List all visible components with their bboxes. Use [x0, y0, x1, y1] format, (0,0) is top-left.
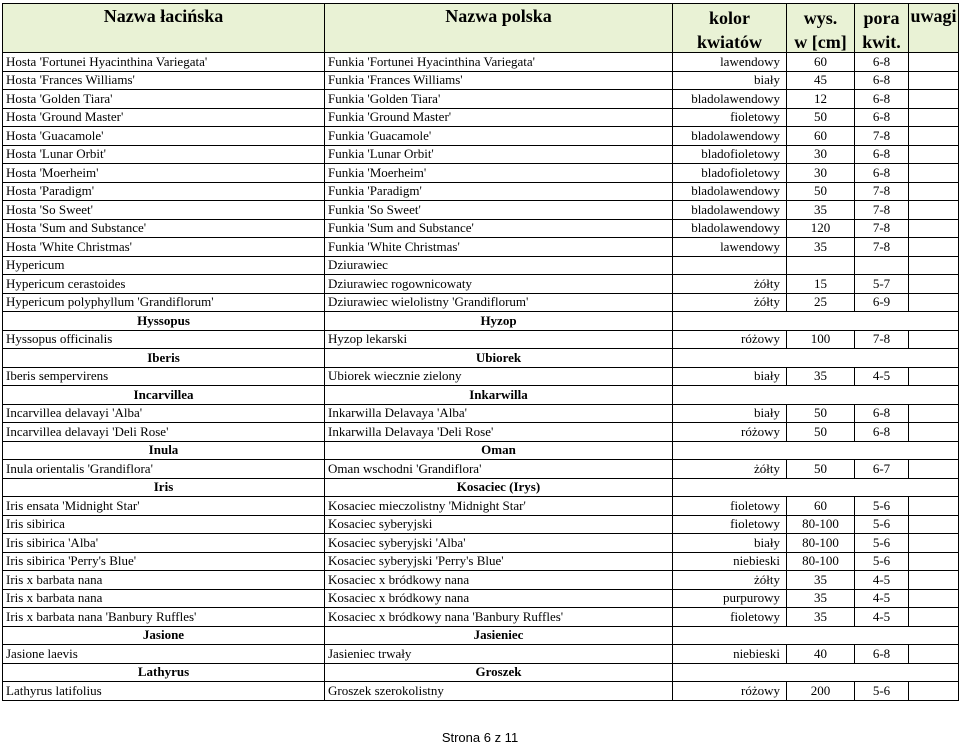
height-cell: 35: [787, 238, 855, 257]
latin-name-cell: Hosta 'Guacamole': [3, 127, 325, 146]
empty-cell: [909, 312, 959, 331]
header-height-line1: wys.: [787, 4, 855, 33]
table-row: [3, 423, 959, 442]
table-row: [3, 497, 959, 516]
height-cell: 80-100: [787, 515, 855, 534]
height-cell: 50: [787, 460, 855, 479]
empty-cell: [787, 312, 855, 331]
latin-name-cell: Hosta 'So Sweet': [3, 201, 325, 220]
header-season-line2: kwit.: [855, 32, 909, 53]
flower-color-cell: purpurowy: [673, 589, 787, 608]
polish-name-cell: Funkia 'White Christmas': [325, 238, 673, 257]
bloom-season-cell: 6-8: [855, 645, 909, 664]
polish-name-cell: Inkarwilla Delavaya 'Alba': [325, 404, 673, 423]
notes-cell: [909, 90, 959, 109]
notes-cell: [909, 71, 959, 90]
flower-color-cell: fioletowy: [673, 515, 787, 534]
notes-cell: [909, 201, 959, 220]
notes-cell: [909, 275, 959, 294]
notes-cell: [909, 645, 959, 664]
bloom-season-cell: 5-6: [855, 552, 909, 571]
bloom-season-cell: 6-8: [855, 108, 909, 127]
latin-name-cell: Iris x barbata nana: [3, 571, 325, 590]
notes-cell: [909, 589, 959, 608]
header-latin-name: Nazwa łacińska: [3, 4, 325, 53]
notes-cell: [909, 367, 959, 386]
bloom-season-cell: 7-8: [855, 127, 909, 146]
polish-name-cell: Funkia 'Sum and Substance': [325, 219, 673, 238]
flower-color-cell: bladolawendowy: [673, 90, 787, 109]
height-cell: 45: [787, 71, 855, 90]
header-color-line1: kolor: [673, 4, 787, 33]
bloom-season-cell: 6-8: [855, 53, 909, 72]
bloom-season-cell: 7-8: [855, 219, 909, 238]
bloom-season-cell: 4-5: [855, 589, 909, 608]
polish-name-cell: Jasieniec trwały: [325, 645, 673, 664]
genus-group-row: [3, 312, 959, 331]
notes-cell: [909, 53, 959, 72]
height-cell: 15: [787, 275, 855, 294]
table-row: [3, 515, 959, 534]
flower-color-cell: fioletowy: [673, 497, 787, 516]
latin-name-cell: Lathyrus latifolius: [3, 682, 325, 701]
notes-cell: [909, 145, 959, 164]
bloom-season-cell: 5-7: [855, 275, 909, 294]
empty-cell: [787, 478, 855, 497]
latin-name-cell: Iberis sempervirens: [3, 367, 325, 386]
table-header: [3, 4, 959, 53]
genus-group-row: [3, 441, 959, 460]
height-cell: 30: [787, 164, 855, 183]
notes-cell: [909, 164, 959, 183]
flower-color-cell: bladolawendowy: [673, 219, 787, 238]
bloom-season-cell: 6-9: [855, 293, 909, 312]
height-cell: 50: [787, 404, 855, 423]
latin-name-cell: Iris x barbata nana 'Banbury Ruffles': [3, 608, 325, 627]
flower-color-cell: lawendowy: [673, 53, 787, 72]
empty-cell: [673, 386, 787, 405]
latin-name-cell: Hosta 'Ground Master': [3, 108, 325, 127]
latin-name-cell: Iris sibirica: [3, 515, 325, 534]
polish-name-cell: Funkia 'Fortunei Hyacinthina Variegata': [325, 53, 673, 72]
table-row: [3, 293, 959, 312]
empty-cell: [673, 312, 787, 331]
polish-name-cell: Funkia 'Paradigm': [325, 182, 673, 201]
polish-name-cell: Funkia 'Guacamole': [325, 127, 673, 146]
bloom-season-cell: 4-5: [855, 571, 909, 590]
table-row: [3, 404, 959, 423]
flower-color-cell: żółty: [673, 460, 787, 479]
bloom-season-cell: 7-8: [855, 201, 909, 220]
table-row: [3, 182, 959, 201]
polish-name-cell: Funkia 'Ground Master': [325, 108, 673, 127]
height-cell: 35: [787, 608, 855, 627]
empty-cell: [855, 478, 909, 497]
latin-name-cell: Hypericum: [3, 256, 325, 275]
table-row: [3, 219, 959, 238]
flower-color-cell: biały: [673, 367, 787, 386]
notes-cell: [909, 552, 959, 571]
flower-color-cell: różowy: [673, 682, 787, 701]
polish-name-cell: Kosaciec syberyjski: [325, 515, 673, 534]
flower-color-cell: biały: [673, 71, 787, 90]
bloom-season-cell: 6-8: [855, 71, 909, 90]
polish-name-cell: Kosaciec x bródkowy nana: [325, 571, 673, 590]
notes-cell: [909, 238, 959, 257]
empty-cell: [855, 386, 909, 405]
height-cell: 200: [787, 682, 855, 701]
table-row: [3, 645, 959, 664]
empty-cell: [909, 349, 959, 368]
height-cell: 35: [787, 571, 855, 590]
empty-cell: [787, 626, 855, 645]
empty-cell: [909, 478, 959, 497]
bloom-season-cell: 5-6: [855, 515, 909, 534]
bloom-season-cell: 4-5: [855, 367, 909, 386]
notes-cell: [909, 608, 959, 627]
bloom-season-cell: 5-6: [855, 534, 909, 553]
latin-name-cell: Hosta 'Golden Tiara': [3, 90, 325, 109]
header-polish-name: Nazwa polska: [325, 4, 673, 53]
polish-name-cell: Kosaciec x bródkowy nana: [325, 589, 673, 608]
genus-latin-heading: Iris: [3, 478, 325, 497]
latin-name-cell: Hosta 'Frances Williams': [3, 71, 325, 90]
height-cell: 50: [787, 423, 855, 442]
table-row: [3, 90, 959, 109]
notes-cell: [909, 682, 959, 701]
height-cell: 35: [787, 367, 855, 386]
latin-name-cell: Hosta 'Sum and Substance': [3, 219, 325, 238]
genus-latin-heading: Inula: [3, 441, 325, 460]
empty-cell: [787, 441, 855, 460]
flower-color-cell: fioletowy: [673, 108, 787, 127]
genus-polish-heading: Hyzop: [325, 312, 673, 331]
empty-cell: [855, 312, 909, 331]
genus-latin-heading: Lathyrus: [3, 663, 325, 682]
flower-color-cell: bladolawendowy: [673, 182, 787, 201]
genus-polish-heading: Kosaciec (Irys): [325, 478, 673, 497]
notes-cell: [909, 330, 959, 349]
notes-cell: [909, 182, 959, 201]
empty-cell: [909, 386, 959, 405]
empty-cell: [909, 663, 959, 682]
empty-cell: [787, 663, 855, 682]
genus-latin-heading: Iberis: [3, 349, 325, 368]
genus-latin-heading: Hyssopus: [3, 312, 325, 331]
empty-cell: [909, 441, 959, 460]
height-cell: [787, 256, 855, 275]
height-cell: 80-100: [787, 534, 855, 553]
table-row: [3, 201, 959, 220]
flower-color-cell: niebieski: [673, 552, 787, 571]
page-number: Strona 6 z 11: [441, 730, 519, 745]
table-row: [3, 164, 959, 183]
notes-cell: [909, 571, 959, 590]
flower-color-cell: biały: [673, 404, 787, 423]
height-cell: 40: [787, 645, 855, 664]
header-notes: uwagi: [909, 4, 959, 53]
latin-name-cell: Iris x barbata nana: [3, 589, 325, 608]
latin-name-cell: Iris ensata 'Midnight Star': [3, 497, 325, 516]
notes-cell: [909, 515, 959, 534]
polish-name-cell: Kosaciec mieczolistny 'Midnight Star': [325, 497, 673, 516]
genus-polish-heading: Oman: [325, 441, 673, 460]
flower-color-cell: biały: [673, 534, 787, 553]
latin-name-cell: Hypericum polyphyllum 'Grandiflorum': [3, 293, 325, 312]
empty-cell: [673, 349, 787, 368]
notes-cell: [909, 423, 959, 442]
table-row: [3, 71, 959, 90]
latin-name-cell: Hosta 'Fortunei Hyacinthina Variegata': [3, 53, 325, 72]
genus-polish-heading: Jasieniec: [325, 626, 673, 645]
table-row: [3, 108, 959, 127]
genus-group-row: [3, 626, 959, 645]
flower-color-cell: bladofioletowy: [673, 164, 787, 183]
empty-cell: [787, 349, 855, 368]
empty-cell: [855, 626, 909, 645]
table-row: [3, 589, 959, 608]
table-row: [3, 330, 959, 349]
height-cell: 30: [787, 145, 855, 164]
empty-cell: [787, 386, 855, 405]
latin-name-cell: Hosta 'Moerheim': [3, 164, 325, 183]
genus-polish-heading: Groszek: [325, 663, 673, 682]
bloom-season-cell: 6-8: [855, 404, 909, 423]
table-row: [3, 238, 959, 257]
bloom-season-cell: 5-6: [855, 497, 909, 516]
polish-name-cell: Funkia 'Golden Tiara': [325, 90, 673, 109]
flower-color-cell: niebieski: [673, 645, 787, 664]
bloom-season-cell: 6-8: [855, 90, 909, 109]
table-row: [3, 127, 959, 146]
bloom-season-cell: 7-8: [855, 238, 909, 257]
bloom-season-cell: 6-8: [855, 164, 909, 183]
notes-cell: [909, 293, 959, 312]
polish-name-cell: Hyzop lekarski: [325, 330, 673, 349]
notes-cell: [909, 108, 959, 127]
genus-group-row: [3, 663, 959, 682]
notes-cell: [909, 127, 959, 146]
polish-name-cell: Kosaciec syberyjski 'Alba': [325, 534, 673, 553]
flower-color-cell: bladofioletowy: [673, 145, 787, 164]
table-row: [3, 552, 959, 571]
table-body: [3, 53, 959, 701]
bloom-season-cell: 7-8: [855, 330, 909, 349]
genus-group-row: [3, 386, 959, 405]
table-row: [3, 534, 959, 553]
flower-color-cell: różowy: [673, 330, 787, 349]
genus-polish-heading: Ubiorek: [325, 349, 673, 368]
table-row: [3, 256, 959, 275]
latin-name-cell: Hypericum cerastoides: [3, 275, 325, 294]
header-color-line2: kwiatów: [673, 32, 787, 53]
notes-cell: [909, 404, 959, 423]
notes-cell: [909, 256, 959, 275]
empty-cell: [855, 349, 909, 368]
latin-name-cell: Jasione laevis: [3, 645, 325, 664]
polish-name-cell: Funkia 'Lunar Orbit': [325, 145, 673, 164]
height-cell: 50: [787, 182, 855, 201]
flower-color-cell: żółty: [673, 293, 787, 312]
height-cell: 12: [787, 90, 855, 109]
empty-cell: [909, 626, 959, 645]
table-row: [3, 682, 959, 701]
polish-name-cell: Ubiorek wiecznie zielony: [325, 367, 673, 386]
bloom-season-cell: 6-8: [855, 423, 909, 442]
notes-cell: [909, 497, 959, 516]
table-row: [3, 608, 959, 627]
empty-cell: [673, 478, 787, 497]
table-row: [3, 367, 959, 386]
latin-name-cell: Iris sibirica 'Alba': [3, 534, 325, 553]
flower-color-cell: lawendowy: [673, 238, 787, 257]
genus-latin-heading: Jasione: [3, 626, 325, 645]
flower-color-cell: fioletowy: [673, 608, 787, 627]
polish-name-cell: Dziurawiec wielolistny 'Grandiflorum': [325, 293, 673, 312]
height-cell: 120: [787, 219, 855, 238]
flower-color-cell: żółty: [673, 275, 787, 294]
latin-name-cell: Hosta 'Lunar Orbit': [3, 145, 325, 164]
notes-cell: [909, 219, 959, 238]
polish-name-cell: Funkia 'Moerheim': [325, 164, 673, 183]
height-cell: 35: [787, 589, 855, 608]
latin-name-cell: Hosta 'White Christmas': [3, 238, 325, 257]
flower-color-cell: bladolawendowy: [673, 201, 787, 220]
polish-name-cell: Inkarwilla Delavaya 'Deli Rose': [325, 423, 673, 442]
header-height-line2: w [cm]: [787, 32, 855, 53]
bloom-season-cell: 4-5: [855, 608, 909, 627]
height-cell: 35: [787, 201, 855, 220]
flower-color-cell: [673, 256, 787, 275]
bloom-season-cell: 5-6: [855, 682, 909, 701]
bloom-season-cell: 6-8: [855, 145, 909, 164]
table-row: [3, 571, 959, 590]
polish-name-cell: Dziurawiec rogownicowaty: [325, 275, 673, 294]
bloom-season-cell: 7-8: [855, 182, 909, 201]
bloom-season-cell: 6-7: [855, 460, 909, 479]
flower-color-cell: różowy: [673, 423, 787, 442]
plant-table: [2, 3, 959, 701]
height-cell: 50: [787, 108, 855, 127]
polish-name-cell: Groszek szerokolistny: [325, 682, 673, 701]
table-row: [3, 275, 959, 294]
empty-cell: [855, 441, 909, 460]
latin-name-cell: Hyssopus officinalis: [3, 330, 325, 349]
height-cell: 60: [787, 53, 855, 72]
bloom-season-cell: [855, 256, 909, 275]
polish-name-cell: Dziurawiec: [325, 256, 673, 275]
height-cell: 60: [787, 127, 855, 146]
genus-latin-heading: Incarvillea: [3, 386, 325, 405]
latin-name-cell: Iris sibirica 'Perry's Blue': [3, 552, 325, 571]
plant-table-sheet: [2, 3, 958, 701]
polish-name-cell: Oman wschodni 'Grandiflora': [325, 460, 673, 479]
height-cell: 100: [787, 330, 855, 349]
latin-name-cell: Hosta 'Paradigm': [3, 182, 325, 201]
height-cell: 60: [787, 497, 855, 516]
empty-cell: [673, 441, 787, 460]
polish-name-cell: Funkia 'So Sweet': [325, 201, 673, 220]
height-cell: 80-100: [787, 552, 855, 571]
table-row: [3, 53, 959, 72]
latin-name-cell: Inula orientalis 'Grandiflora': [3, 460, 325, 479]
genus-group-row: [3, 478, 959, 497]
notes-cell: [909, 460, 959, 479]
empty-cell: [673, 663, 787, 682]
empty-cell: [673, 626, 787, 645]
polish-name-cell: Kosaciec x bródkowy nana 'Banbury Ruffles': [325, 608, 673, 627]
genus-polish-heading: Inkarwilla: [325, 386, 673, 405]
height-cell: 25: [787, 293, 855, 312]
flower-color-cell: żółty: [673, 571, 787, 590]
polish-name-cell: Funkia 'Frances Williams': [325, 71, 673, 90]
latin-name-cell: Incarvillea delavayi 'Deli Rose': [3, 423, 325, 442]
flower-color-cell: bladolawendowy: [673, 127, 787, 146]
header-season-line1: pora: [855, 4, 909, 33]
polish-name-cell: Kosaciec syberyjski 'Perry's Blue': [325, 552, 673, 571]
genus-group-row: [3, 349, 959, 368]
latin-name-cell: Incarvillea delavayi 'Alba': [3, 404, 325, 423]
table-row: [3, 460, 959, 479]
notes-cell: [909, 534, 959, 553]
table-row: [3, 145, 959, 164]
empty-cell: [855, 663, 909, 682]
